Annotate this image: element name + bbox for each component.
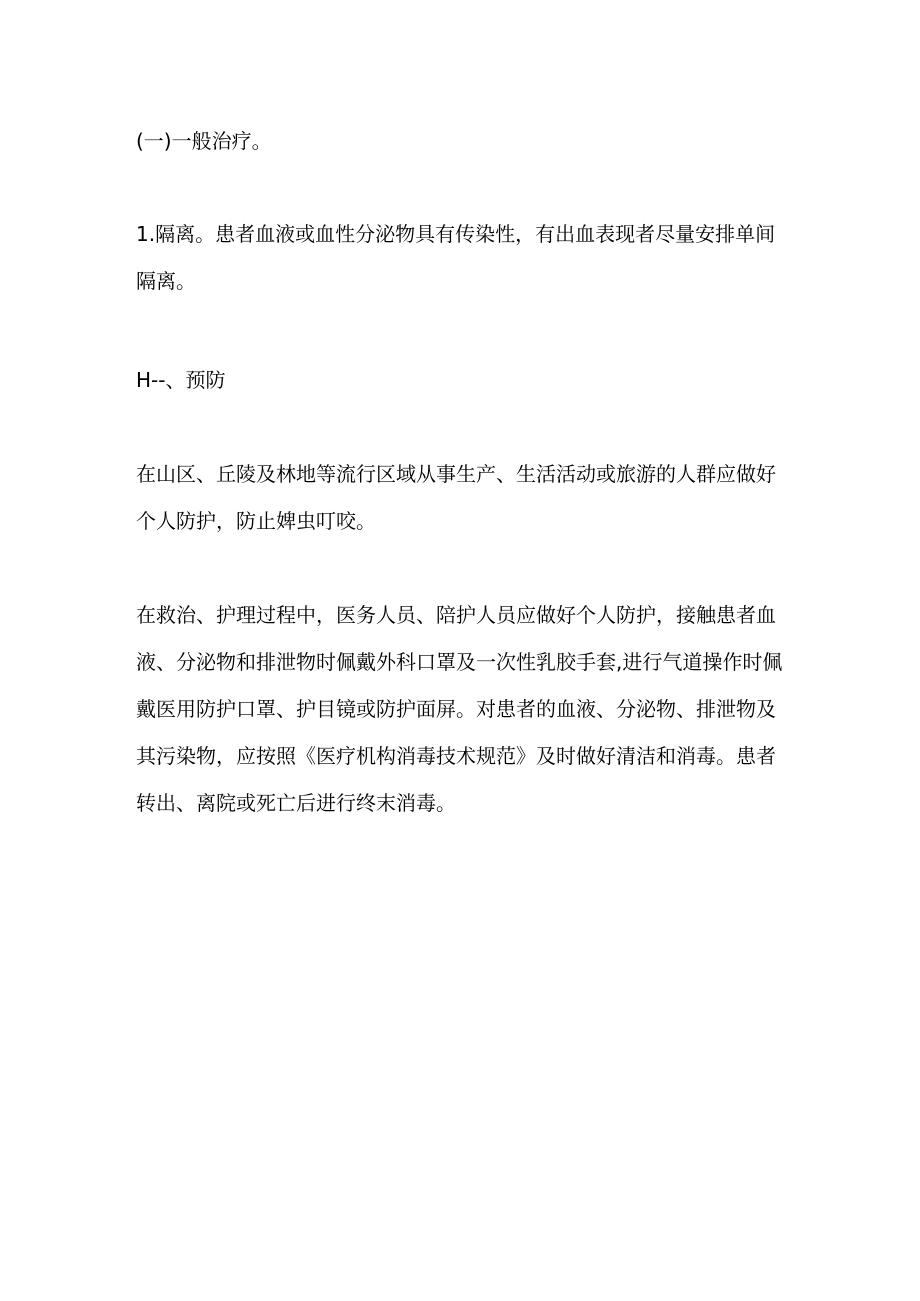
paragraph-isolation: 1.隔离。患者血液或血性分泌物具有传染性，有出血表现者尽量安排单间隔离。: [136, 222, 776, 293]
paragraph-medical-staff-protection: 在救治、护理过程中，医务人员、陪护人员应做好个人防护，接触患者血液、分泌物和排泄物时佩戴外科口罩及一次性乳胶手套,进行气道操作时佩戴医用防护口罩、护目镜或防护面屏。对患者的血液、分泌物、排泄物及其污染物，应按照《医疗机构消毒技术规范》及时做好清洁和消毒。患者转出、离院或死亡后进行终末消毒。: [136, 603, 783, 815]
section-heading-prevention: H--、预防: [136, 368, 226, 392]
section-heading-general-treatment: (一)一般治疗。: [136, 129, 272, 153]
paragraph-personal-protection: 在山区、丘陵及林地等流行区域从事生产、生活活动或旅游的人群应做好个人防护，防止婢虫叮咬。: [136, 462, 776, 533]
